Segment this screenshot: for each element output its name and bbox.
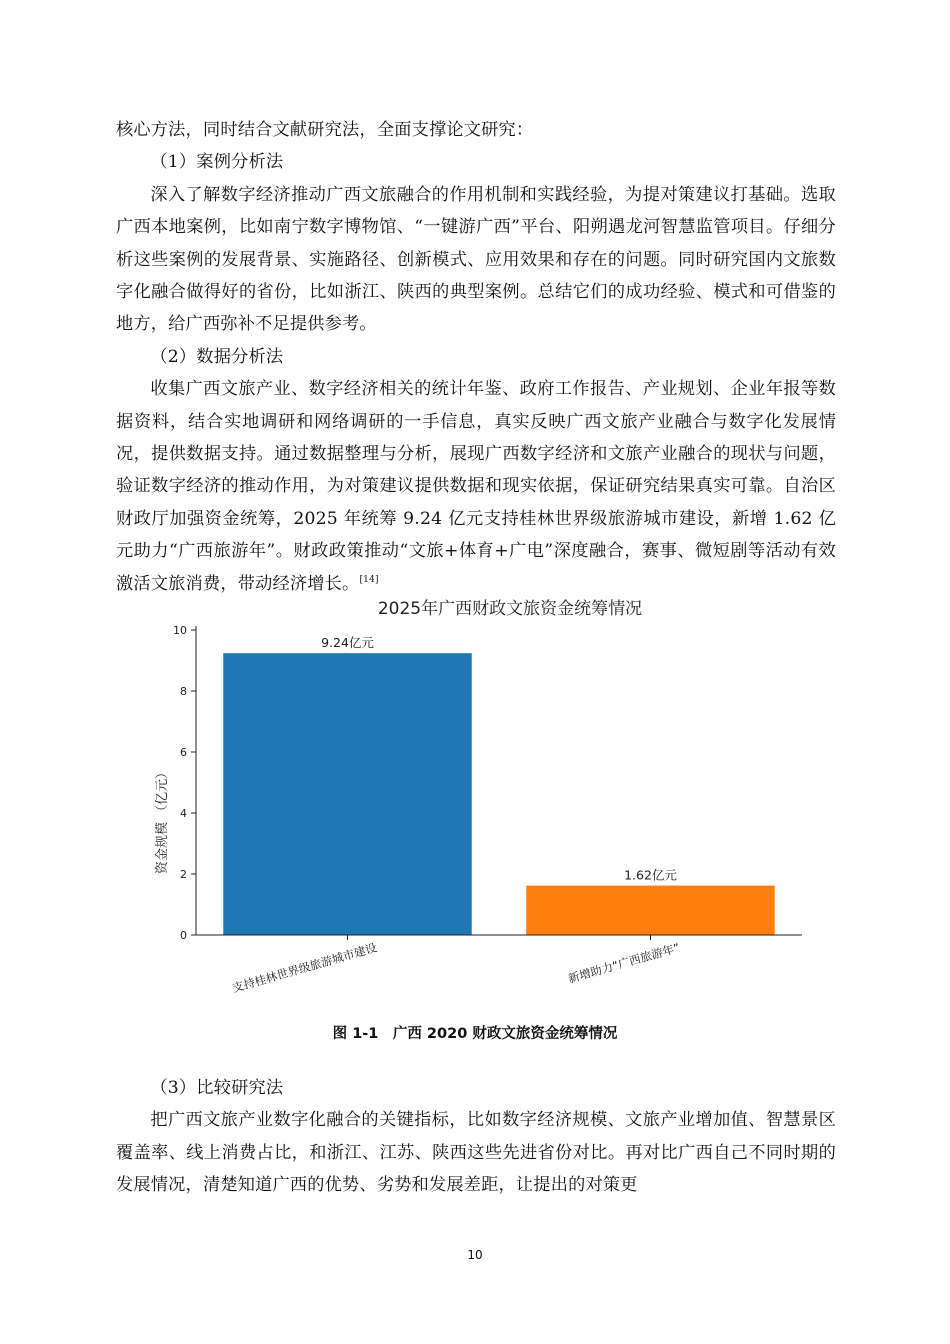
y-tick-label: 8 [180, 685, 187, 698]
paragraph-data-analysis [116, 373, 836, 600]
x-axis [196, 935, 802, 995]
y-tick-label: 2 [180, 868, 187, 881]
heading-comparative-research: （3）比较研究法 [150, 1078, 284, 1098]
paragraph-case-analysis: 深入了解数字经济推动广西文旅融合的作用机制和实践经验，为提对策建议打基础。选取广西本地案例，比如南宁数字博物馆、“一键游广西”平台、阳朔遇龙河智慧监管项目。仔细分析这些案例的发展背景、实施路径、创新模式、应用效果和存在的问题。同时研究国内文旅数字化融合做得好的省份，比如浙江、陕西的典型案例。总结它们的成功经验、模式和可借鉴的地方，给广西弥补不足提供参考。 [116, 184, 836, 335]
paragraph-comparative-research: 把广西文旅产业数字化融合的关键指标，比如数字经济规模、文旅产业增加值、智慧景区覆盖率、线上消费占比，和浙江、江苏、陕西这些先进省份对比。再对比广西自己不同时期的发展情况，清楚知道广西的优势、劣势和发展差距，让提出的对策更 [116, 1110, 836, 1196]
citation-marker: [14] [359, 574, 379, 585]
y-tick-label: 10 [173, 624, 187, 637]
x-tick-label: 支持桂林世界级旅游城市建设 [230, 940, 379, 996]
bar [223, 653, 471, 935]
chart-title: 2025年广西财政文旅资金统筹情况 [377, 599, 643, 619]
bar [526, 886, 774, 935]
text-section-bottom [116, 1072, 836, 1202]
funding-bar-chart [150, 592, 810, 1012]
paragraph-intro: 核心方法，同时结合文献研究法，全面支撑论文研究： [116, 120, 534, 140]
y-axis [173, 624, 196, 942]
x-tick-label: 新增助力“广西旅游年” [566, 940, 682, 986]
bar-value-label: 1.62亿元 [624, 867, 677, 883]
heading-data-analysis: （2）数据分析法 [150, 346, 284, 367]
y-axis-label: 资金规模 （亿元） [155, 765, 170, 875]
paragraph-data-analysis-text: 收集广西文旅产业、数字经济相关的统计年鉴、政府工作报告、产业规划、企业年报等数据资料，结合实地调研和网络调研的一手信息，真实反映广西文旅产业融合与数字化发展情况，提供数据支持。通过数据整理与分析，展现广西数字经济和文旅产业融合的现状与问题，验证数字经济的推动作用，为对策建议提供数据和现实依据，保证研究结果真实可靠。自治区财政厅加强资金统筹，2025 年统筹 9.24 亿元支持桂林世界级旅游城市建设，新增 1.62 亿元助力“广西旅游年”。财政政策推动“文旅+体育+广电”深度融合，赛事、微短剧等活动有效激活文旅消费，带动经济增长。 [116, 379, 836, 594]
text-section-top [116, 114, 836, 600]
bar-value-label: 9.24亿元 [321, 635, 374, 651]
y-tick-label: 0 [180, 929, 187, 942]
y-tick-label: 6 [180, 746, 187, 759]
figure-caption: 图 1-1 广西 2020 财政文旅资金统筹情况 [332, 1026, 618, 1042]
funding-chart [150, 592, 810, 1012]
y-tick-label: 4 [180, 807, 187, 820]
bars [223, 635, 774, 935]
page-number: 10 [467, 1248, 483, 1262]
heading-case-analysis: （1）案例分析法 [150, 152, 284, 173]
